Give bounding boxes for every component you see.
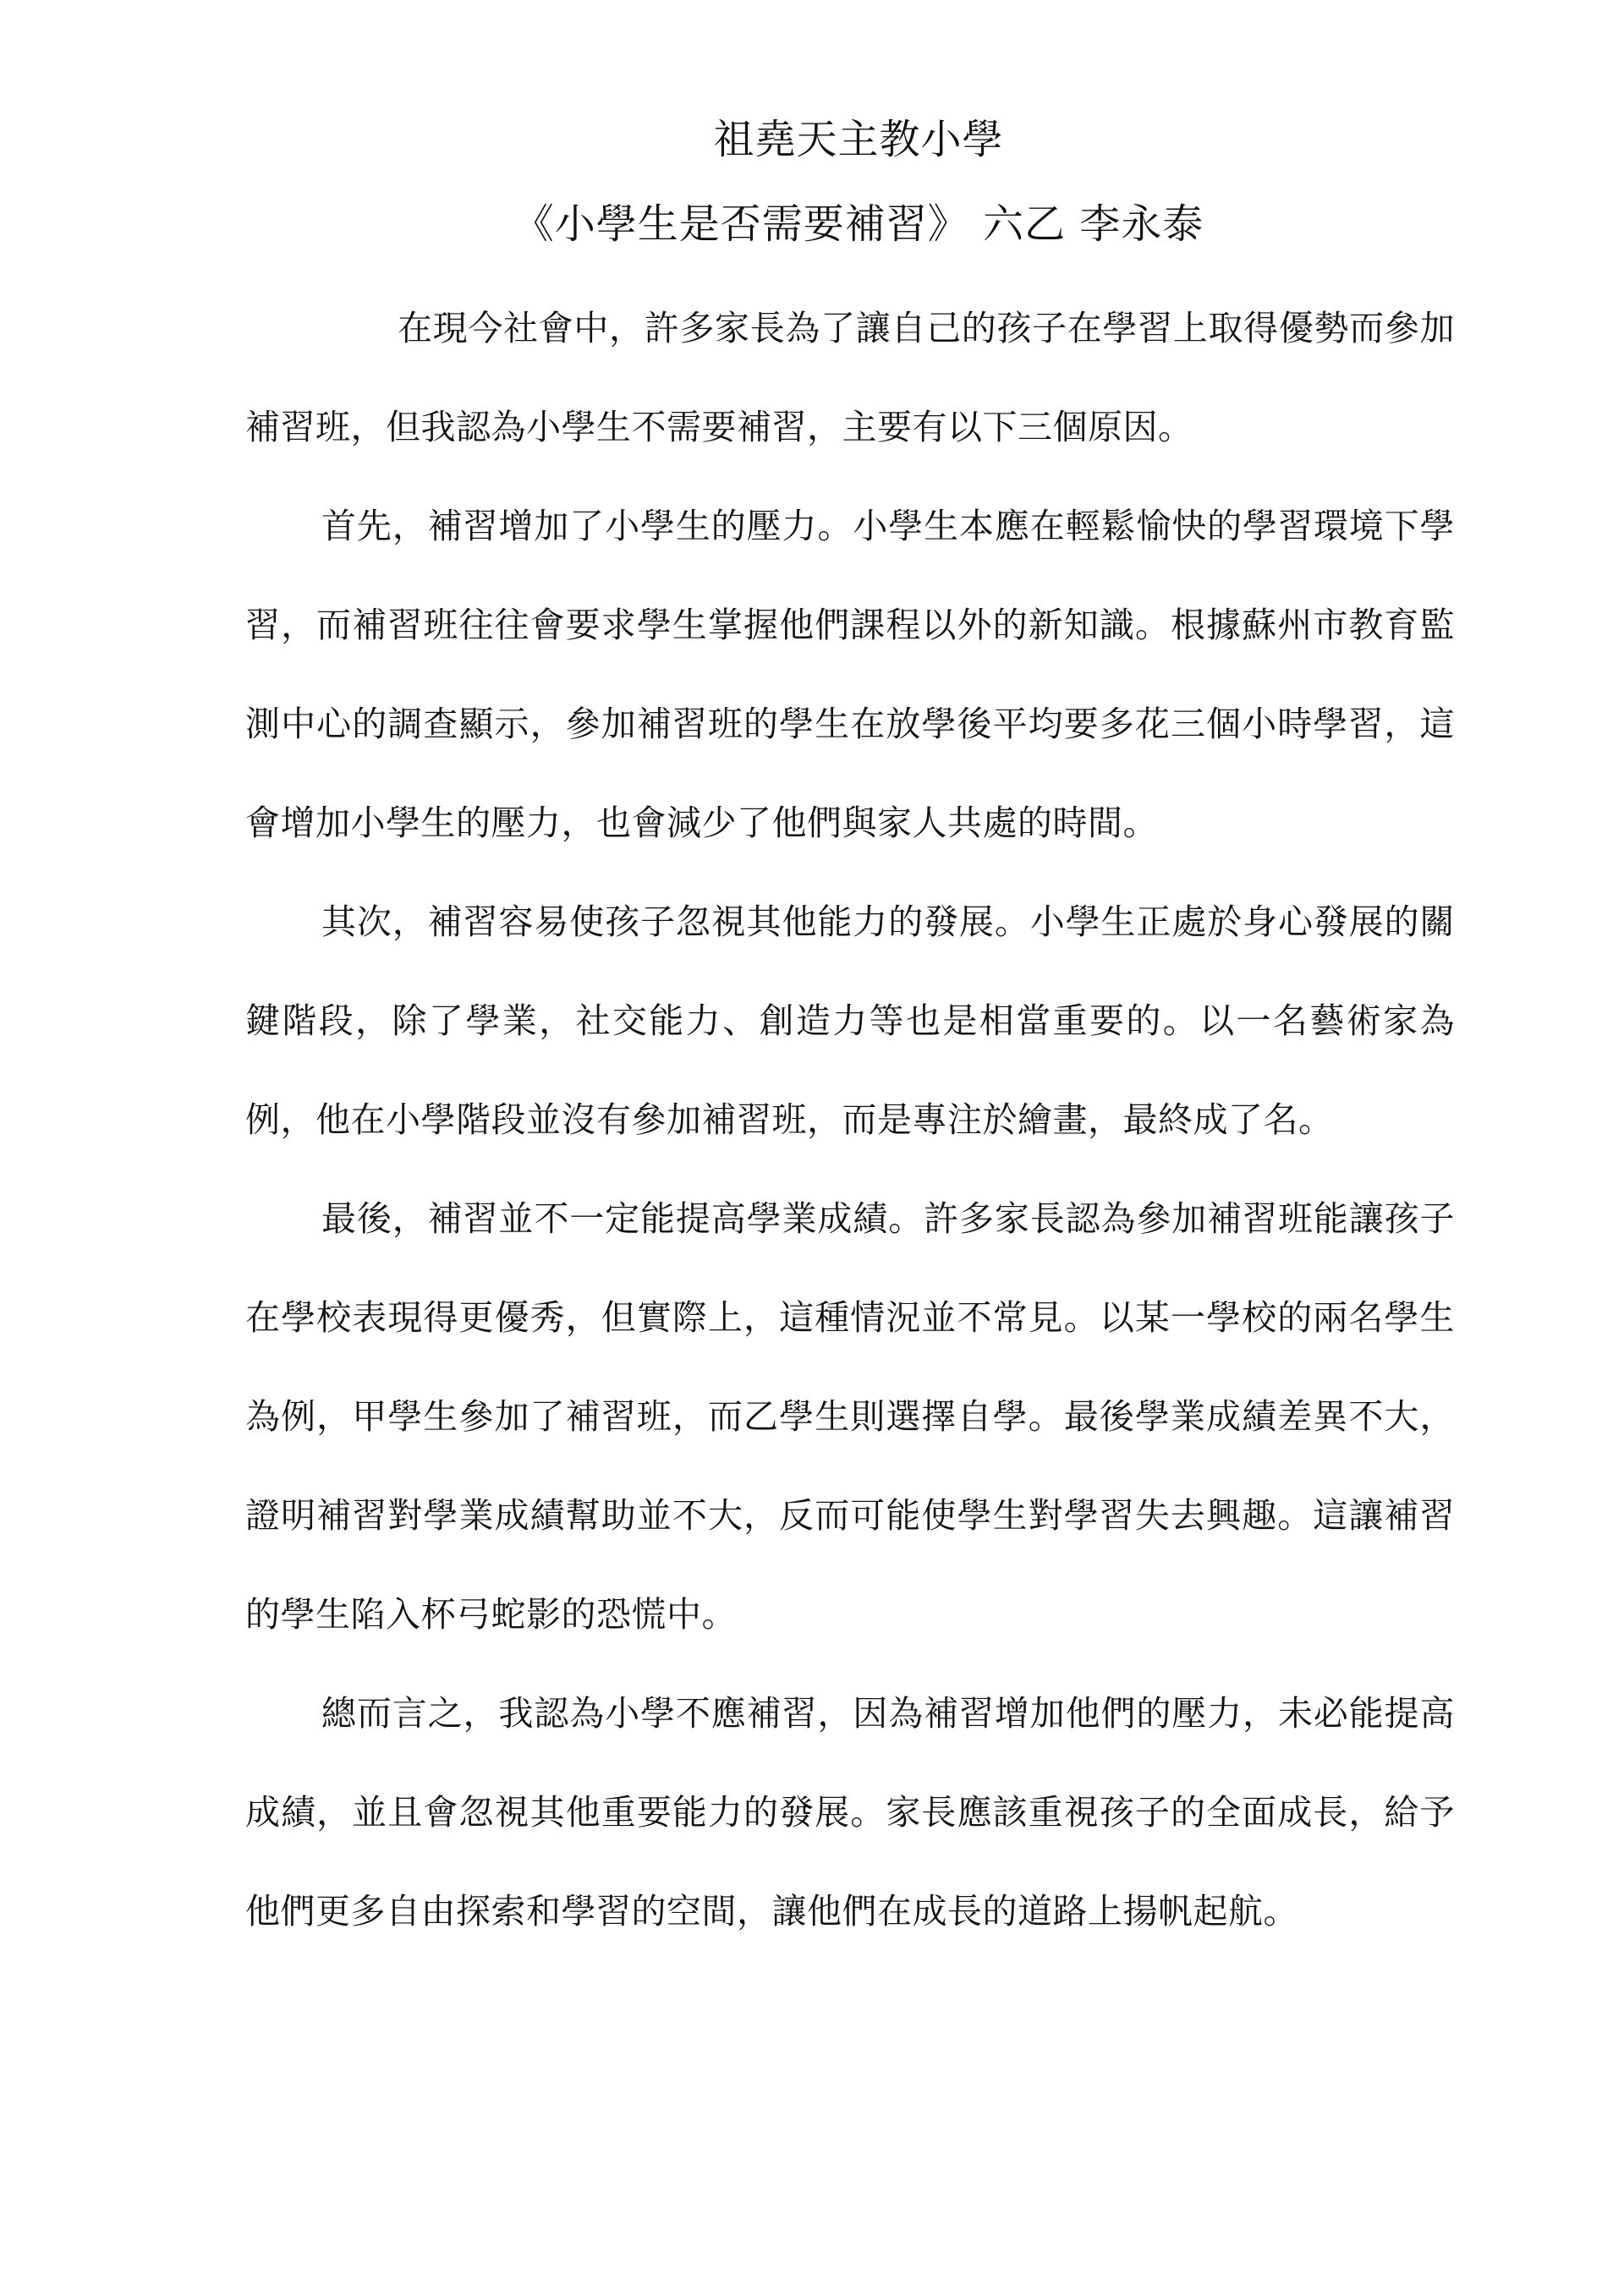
essay-title: 《小學生是否需要補習》 六乙 李永泰 bbox=[513, 200, 1204, 248]
paragraph-second-reason: 其次，補習容易使孩子忽視其他能力的發展。小學生正處於身心發展的關鍵階段，除了學業，社交能力、創造力等也是相當重要的。以一名藝術家為例，他在小學階段並沒有參加補習班，而是專注於繪畫，最終成了名。 bbox=[245, 901, 1455, 1140]
paragraph-introduction: 在現今社會中，許多家長為了讓自己的孩子在學習上取得優勢而參加補習班，但我認為小學生不需要補習，主要有以下三個原因。 bbox=[245, 308, 1455, 447]
paragraph-conclusion: 總而言之，我認為小學不應補習，因為補習增加他們的壓力，未必能提高成績，並且會忽視其他重要能力的發展。家長應該重視孩子的全面成長，給予他們更多自由探索和學習的空間，讓他們在成長的道路上揚帆起航。 bbox=[245, 1693, 1455, 1932]
paragraph-third-reason: 最後，補習並不一定能提高學業成績。許多家長認為參加補習班能讓孩子在學校表現得更優秀，但實際上，這種情況並不常見。以某一學校的兩名學生為例，甲學生參加了補習班，而乙學生則選擇自學。最後學業成績差異不大，證明補習對學業成績幫助並不大，反而可能使學生對學習失去興趣。這讓補習的學生陷入杯弓蛇影的恐慌中。 bbox=[245, 1198, 1455, 1635]
school-name: 祖堯天主教小學 bbox=[713, 116, 1004, 163]
document-page bbox=[245, 101, 1455, 1961]
paragraph-first-reason: 首先，補習增加了小學生的壓力。小學生本應在輕鬆愉快的學習環境下學習，而補習班往往會要求學生掌握他們課程以外的新知識。根據蘇州市教育監測中心的調查顯示，參加補習班的學生在放學後平均要多花三個小時學習，這會增加小學生的壓力，也會減少了他們與家人共處的時間。 bbox=[245, 506, 1455, 843]
